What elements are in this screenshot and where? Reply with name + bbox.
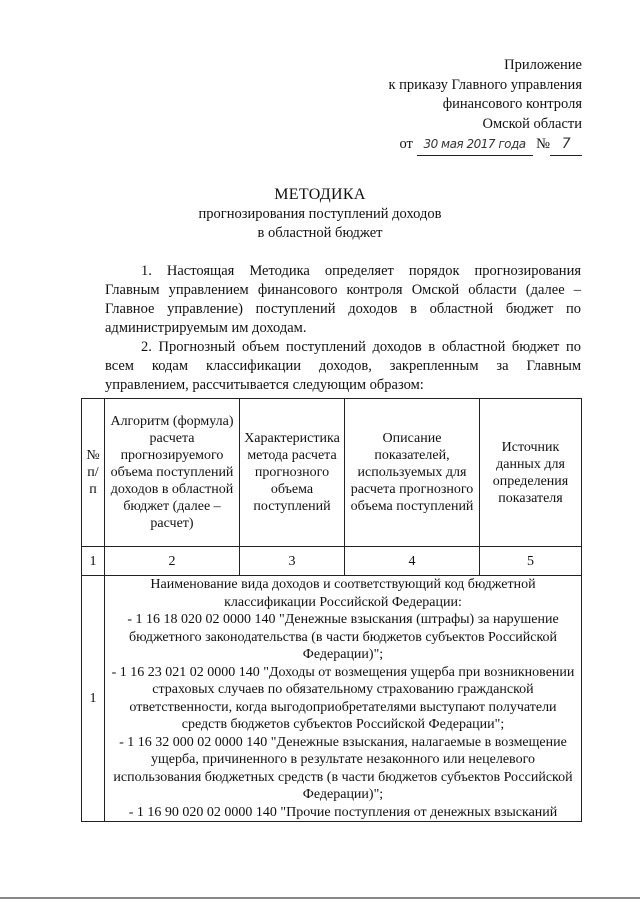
table-row: [82, 576, 582, 822]
row-number: 1: [82, 576, 105, 822]
row-text-line: Наименование вида доходов и соответствующий код бюджетной классификации Российской Федерации:: [150, 577, 536, 610]
row-text-line: - 1 16 90 020 02 0000 140 "Прочие поступления от денежных взысканий: [128, 804, 558, 820]
title-line-2: прогнозирования поступлений доходов: [198, 205, 442, 222]
table-number-row: [82, 547, 582, 576]
row-text-line: - 1 16 23 021 02 0000 140 "Доходы от возмещения ущерба при возникновении страховых случаев по обязательному страхованию гражданской ответственности, когда выгодоприобретателями выступают получатели средств бюджетов субъектов Российской Федерации";: [111, 664, 575, 732]
number-label: №: [536, 136, 550, 152]
header-number: № п/п: [82, 399, 105, 547]
header-method: Характеристика метода расчета прогнозного объема поступлений: [240, 399, 345, 547]
from-label: от: [399, 136, 413, 152]
header-source: Источник данных для определения показателя: [480, 399, 582, 547]
title-line-3: в областной бюджет: [257, 225, 383, 241]
header-algorithm: Алгоритм (формула) расчета прогнозируемого объема поступлений доходов в областной бюджет (далее – расчет): [105, 399, 240, 547]
column-number: 3: [240, 547, 345, 576]
document-title: [0, 185, 640, 244]
approval-block: [389, 56, 583, 156]
column-number: 1: [82, 547, 105, 576]
paragraph-1: 1. Настоящая Методика определяет порядок прогнозирования Главным управлением финансового контроля Омской области (далее – Главное управление) поступлений доходов в областной бюджет по администрируемым им доходам.: [105, 263, 581, 336]
approval-line: Приложение: [504, 57, 582, 73]
row-text-line: - 1 16 18 020 02 0000 140 "Денежные взыскания (штрафы) за нарушение бюджетного законодательства (в части бюджетов субъектов Российской Федерации)";: [127, 612, 559, 662]
paragraph-2: 2. Прогнозный объем поступлений доходов в областной бюджет по всем кодам классификации доходов, закрепленным за Главным управлением, рассчитывается следующим образом:: [105, 339, 581, 393]
body-text: [105, 262, 581, 395]
column-number: 2: [105, 547, 240, 576]
approval-line: финансового контроля: [442, 96, 582, 112]
page-bottom-edge: [0, 897, 640, 899]
order-date-number-line: [389, 135, 583, 156]
title-main: МЕТОДИКА: [274, 186, 366, 203]
row-content: [105, 576, 582, 822]
table-header-row: [82, 399, 582, 547]
approval-line: к приказу Главного управления: [388, 76, 582, 93]
column-number: 5: [480, 547, 582, 576]
handwritten-number: 7: [550, 135, 582, 156]
approval-line: Омской области: [482, 115, 582, 132]
column-number: 4: [345, 547, 480, 576]
handwritten-date: 30 мая 2017 года: [417, 135, 533, 156]
header-indicators: Описание показателей, используемых для расчета прогнозного объема поступлений: [345, 399, 480, 547]
methodology-table: [81, 398, 582, 822]
row-text-line: - 1 16 32 000 02 0000 140 "Денежные взыскания, налагаемые в возмещение ущерба, причиненного в результате незаконного или нецелевого использования бюджетных средств (в части бюджетов субъектов Российской Федерации)";: [113, 734, 573, 802]
